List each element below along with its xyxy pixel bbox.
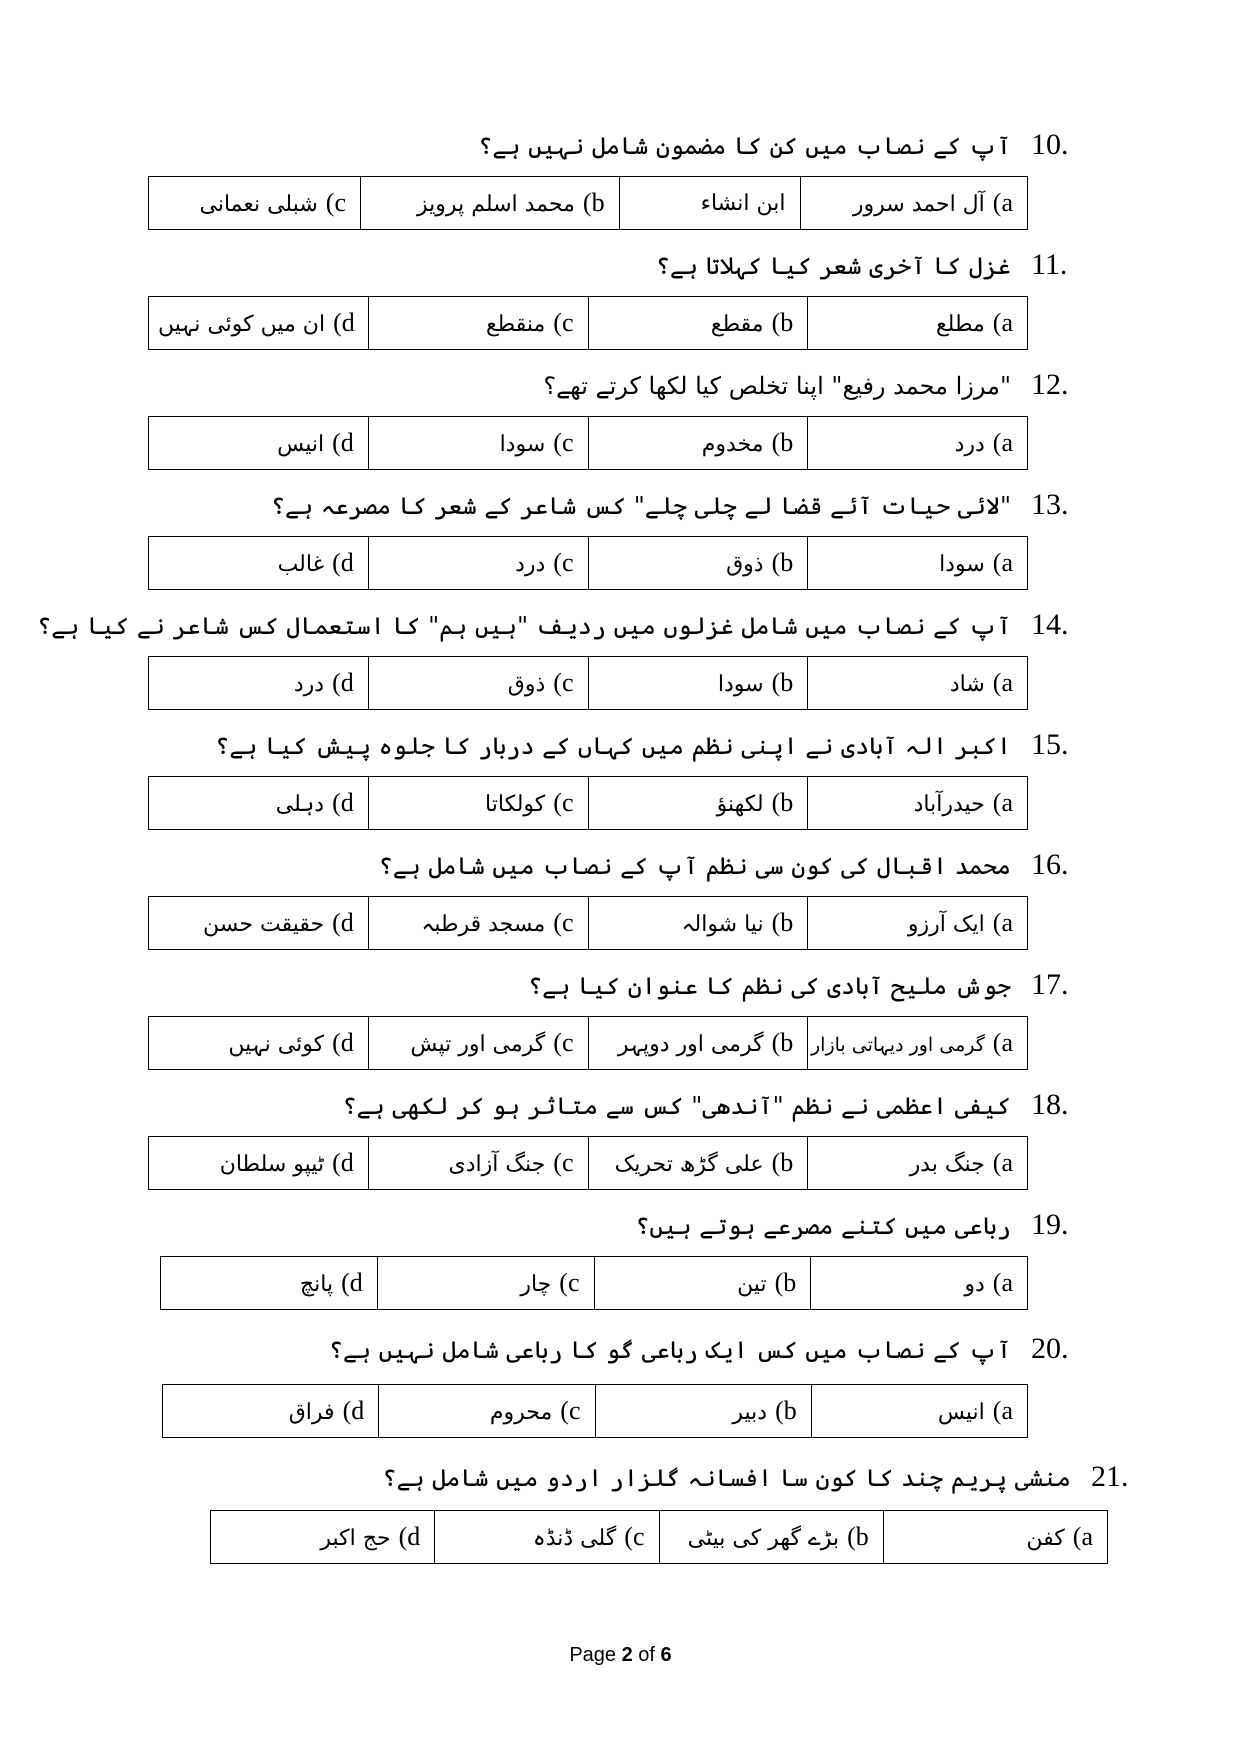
page-footer: Page 2 of 6	[569, 1644, 672, 1666]
option-a: a)آل احمد سرور	[800, 177, 1028, 230]
options-table-16	[148, 896, 1028, 950]
question-text: آپ کے نصاب میں شامل غزلوں میں ردیف "ہیں ہم" کا استعمال کس شاعر نے کیا ہے؟	[37, 612, 1011, 640]
options-table-15	[148, 776, 1028, 830]
question-14	[37, 608, 1101, 642]
option-a: a)انیس	[811, 1385, 1027, 1438]
question-number: 18.	[1031, 1088, 1069, 1121]
question-number: 16.	[1031, 848, 1069, 881]
option-b: b)علی گڑھ تحریک	[588, 1137, 808, 1190]
question-text: کیفی اعظمی نے نظم "آندھی" کس سے متاثر ہو کر لکھی ہے؟	[342, 1092, 1011, 1120]
question-16	[201, 848, 1101, 882]
option-a: a)سودا	[808, 537, 1028, 590]
question-number: 21.	[1091, 1460, 1129, 1493]
option-b: b)ذوق	[588, 537, 808, 590]
option-c: c)گلی ڈنڈہ	[435, 1511, 659, 1564]
option-b: b)مخدوم	[588, 417, 808, 470]
options-table-12	[148, 416, 1028, 470]
question-number: 11.	[1031, 248, 1068, 281]
question-text: "لائی حیات آئے قضا لے چلی چلے" کس شاعر کے شعر کا مصرعہ ہے؟	[270, 492, 1011, 520]
question-number: 20.	[1031, 1332, 1069, 1365]
option-b: b)دبیر	[595, 1385, 811, 1438]
option-c: c)کولکاتا	[368, 777, 588, 830]
option-a: a)ایک آرزو	[808, 897, 1028, 950]
options-table-13	[148, 536, 1028, 590]
options-table-19	[160, 1256, 1028, 1310]
question-text: "مرزا محمد رفیع" اپنا تخلص کیا لکھا کرتے تھے؟	[543, 372, 1011, 400]
question-20	[201, 1332, 1101, 1366]
question-15	[201, 728, 1101, 762]
option-d: d)ٹیپو سلطان	[149, 1137, 369, 1190]
question-text: اکبر الہ آبادی نے اپنی نظم میں کہاں کے دربار کا جلوہ پیش کیا ہے؟	[215, 732, 1011, 760]
option-b: b)محمد اسلم پرویز	[361, 177, 620, 230]
option-b: b)بڑے گھر کی بیٹی	[659, 1511, 883, 1564]
options-table-17	[148, 1016, 1028, 1070]
option-d: d)غالب	[149, 537, 369, 590]
question-number: 12.	[1031, 368, 1069, 401]
question-21	[261, 1460, 1161, 1494]
options-table-14	[148, 656, 1028, 710]
question-text: رباعی میں کتنے مصرعے ہوتے ہیں؟	[635, 1212, 1011, 1240]
total-pages: 6	[660, 1644, 672, 1666]
options-table-20	[162, 1384, 1028, 1438]
options-table-11	[148, 296, 1028, 350]
option-b: b)تین	[594, 1257, 811, 1310]
option-a: a)درد	[808, 417, 1028, 470]
option-a: a)جنگ بدر	[808, 1137, 1028, 1190]
option-b: b)سودا	[588, 657, 808, 710]
question-text: محمد اقبال کی کون سی نظم آپ کے نصاب میں شامل ہے؟	[378, 852, 1011, 880]
option-c: c)گرمی اور تپش	[368, 1017, 588, 1070]
option-d: d)انیس	[149, 417, 369, 470]
question-number: 15.	[1031, 728, 1069, 761]
option-d: d)حج اکبر	[211, 1511, 435, 1564]
option-c: c)منقطع	[368, 297, 588, 350]
option-c: c)چار	[377, 1257, 594, 1310]
question-17	[201, 968, 1101, 1002]
option-extra: ابن انشاء	[619, 177, 800, 230]
option-c: c)ذوق	[368, 657, 588, 710]
question-12	[201, 368, 1101, 402]
option-b: b)مقطع	[588, 297, 808, 350]
option-c: c)درد	[368, 537, 588, 590]
question-number: 14.	[1031, 608, 1069, 641]
question-text: آپ کے نصاب میں کن کا مضمون شامل نہیں ہے؟	[478, 132, 1011, 160]
question-text: آپ کے نصاب میں کس ایک رباعی گو کا رباعی شامل نہیں ہے؟	[328, 1336, 1011, 1364]
option-a: a)مطلع	[808, 297, 1028, 350]
question-19	[201, 1208, 1101, 1242]
option-d: d)درد	[149, 657, 369, 710]
option-c: c)مسجد قرطبہ	[368, 897, 588, 950]
question-13	[201, 488, 1101, 522]
option-d: d)دہلی	[149, 777, 369, 830]
option-c: c)شبلی نعمانی	[149, 177, 361, 230]
question-10	[201, 128, 1101, 162]
option-a: a)شاد	[808, 657, 1028, 710]
question-number: 10.	[1031, 128, 1069, 161]
option-c: c)محروم	[379, 1385, 595, 1438]
options-table-10	[148, 176, 1028, 230]
option-d: d)ان میں کوئی نہیں	[149, 297, 369, 350]
option-d: d)فراق	[163, 1385, 379, 1438]
option-d: d)حقیقت حسن	[149, 897, 369, 950]
option-d: d)کوئی نہیں	[149, 1017, 369, 1070]
question-18	[201, 1088, 1101, 1122]
option-d: d)پانچ	[161, 1257, 378, 1310]
option-a: a)حیدرآباد	[808, 777, 1028, 830]
option-b: b)گرمی اور دوپہر	[588, 1017, 808, 1070]
option-c: c)جنگ آزادی	[368, 1137, 588, 1190]
option-c: c)سودا	[368, 417, 588, 470]
option-b: b)لکھنؤ	[588, 777, 808, 830]
question-number: 19.	[1031, 1208, 1069, 1241]
question-11	[201, 248, 1101, 282]
options-table-18	[148, 1136, 1028, 1190]
question-text: منشی پریم چند کا کون سا افسانہ گلزار اردو میں شامل ہے؟	[382, 1464, 1071, 1492]
question-number: 13.	[1031, 488, 1069, 521]
option-a: a)دو	[811, 1257, 1028, 1310]
question-text: جوش ملیح آبادی کی نظم کا عنوان کیا ہے؟	[528, 972, 1011, 1000]
current-page: 2	[621, 1644, 633, 1666]
option-b: b)نیا شوالہ	[588, 897, 808, 950]
option-a: a)گرمی اور دیہاتی بازار	[808, 1017, 1028, 1070]
option-a: a)کفن	[883, 1511, 1107, 1564]
question-text: غزل کا آخری شعر کیا کہلاتا ہے؟	[655, 252, 1011, 280]
options-table-21	[210, 1510, 1108, 1564]
question-number: 17.	[1031, 968, 1069, 1001]
